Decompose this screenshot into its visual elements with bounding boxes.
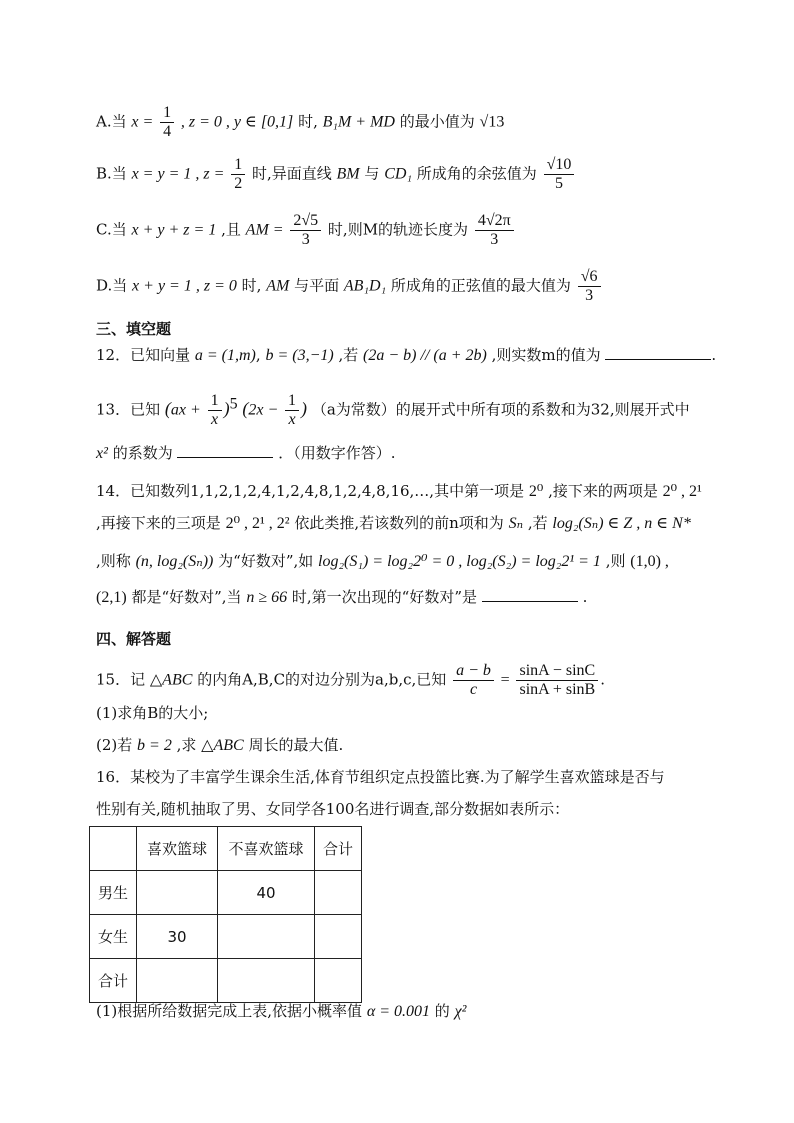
table-row: 男生 40	[90, 871, 362, 915]
question-15: 15．记 △ABC 的内角A,B,C的对边分别为a,b,c,已知 $\frac{a - b}{c}$ = $\frac{\sin A - \sin C}{\sin A + \sin B}$ .	[96, 662, 605, 698]
question-12: 12．已知向量 a = (1,m), b = (3,−1) ,若 (2a − b) // (a + 2b) ,则实数m的值为 .	[96, 346, 717, 364]
question-14-line2: ,再接下来的三项是 2⁰ , 2¹ , 2² 依此类推,若该数列的前n项和为 Sₙ ,若 log₂(Sₙ) ∈ Z , n ∈ N*	[96, 514, 691, 532]
question-14: 14．已知数列1,1,2,1,2,4,1,2,4,8,1,2,4,8,16,…,其中第一项是 2⁰ ,接下来的两项是 2⁰ , 2¹	[96, 482, 702, 500]
table-header-row: 喜欢篮球 不喜欢篮球 合计	[90, 827, 362, 871]
answer-blank-14[interactable]	[482, 601, 578, 602]
option-c: C.当 x + y + z = 1 ,且 AM = $\frac{2√5}{3}$ 时,则M的轨迹长度为 $\frac{4√2\pi}{3}$	[96, 212, 516, 249]
option-b-frac: $\frac{1}{2}$	[231, 156, 245, 193]
table-row: 女生 30	[90, 915, 362, 959]
option-c-answer: $\frac{4√2\pi}{3}$	[475, 212, 514, 249]
answer-blank-12[interactable]	[605, 359, 711, 360]
section-title-solutions: 四、解答题	[96, 630, 172, 648]
question-14-line3: ,则称 (n, log₂(Sₙ)) 为“好数对”,如 log₂(S₁) = log₂2⁰ = 0 , log₂(S₂) = log₂2¹ = 1 ,则 (1,0) ,	[96, 552, 669, 570]
section-title-fill-blank: 三、填空题	[96, 320, 172, 338]
answer-blank-13[interactable]	[177, 457, 273, 458]
table-row: 合计	[90, 959, 362, 1003]
survey-table	[89, 826, 362, 1003]
question-15-part1: (1)求角B的大小;	[96, 704, 209, 722]
option-d-answer: $\frac{√6}{3}$	[578, 268, 601, 305]
option-a-frac: $\frac{1}{4}$	[160, 104, 174, 141]
option-b-answer: $\frac{√10}{5}$	[544, 156, 575, 193]
option-a-cond: x =	[131, 113, 154, 131]
question-13: 13．已知 (ax + $\frac{1}{x}$ )$^5$ (2x − $\frac{1}{x}$ ) （a为常数）的展开式中所有项的系数和为32,则展开式中	[96, 392, 690, 428]
option-a-expr: B₁M + MD	[322, 113, 395, 131]
option-a: A.当 x = $\frac{1}{4}$ , z = 0 , y ∈ [0,1] 时, B₁M + MD 的最小值为 √13	[96, 104, 505, 140]
option-c-frac: $\frac{2√5}{3}$	[290, 212, 321, 249]
question-16-line2: 性别有关,随机抽取了男、女同学各100名进行调查,部分数据如表所示：	[96, 800, 570, 818]
question-13-line2: x² 的系数为 ．（用数字作答）.	[96, 444, 396, 462]
option-a-answer: √13	[479, 113, 505, 131]
option-a-prefix: A.当	[96, 112, 127, 131]
option-d: D.当 x + y = 1 , z = 0 时, AM 与平面 AB₁D₁ 所成角的正弦值的最大值为 $\frac{√6}{3}$	[96, 268, 603, 305]
question-16-part1: (1)根据所给数据完成上表,依据小概率值 α = 0.001 的 χ²	[96, 1002, 467, 1020]
option-a-cond-post: , z = 0 , y ∈ [0,1]	[180, 113, 294, 131]
question-14-line4: (2,1) 都是“好数对”,当 n ≥ 66 时,第一次出现的“好数对”是 .	[96, 588, 588, 606]
option-b: B.当 x = y = 1 , z = $\frac{1}{2}$ 时,异面直线 BM 与 CD₁ 所成角的余弦值为 $\frac{√10}{5}$	[96, 156, 576, 193]
question-15-part2: (2)若 b = 2 ,求 △ABC 周长的最大值.	[96, 736, 344, 754]
question-16: 16．某校为了丰富学生课余生活,体育节组织定点投篮比赛.为了解学生喜欢篮球是否与	[96, 768, 665, 786]
